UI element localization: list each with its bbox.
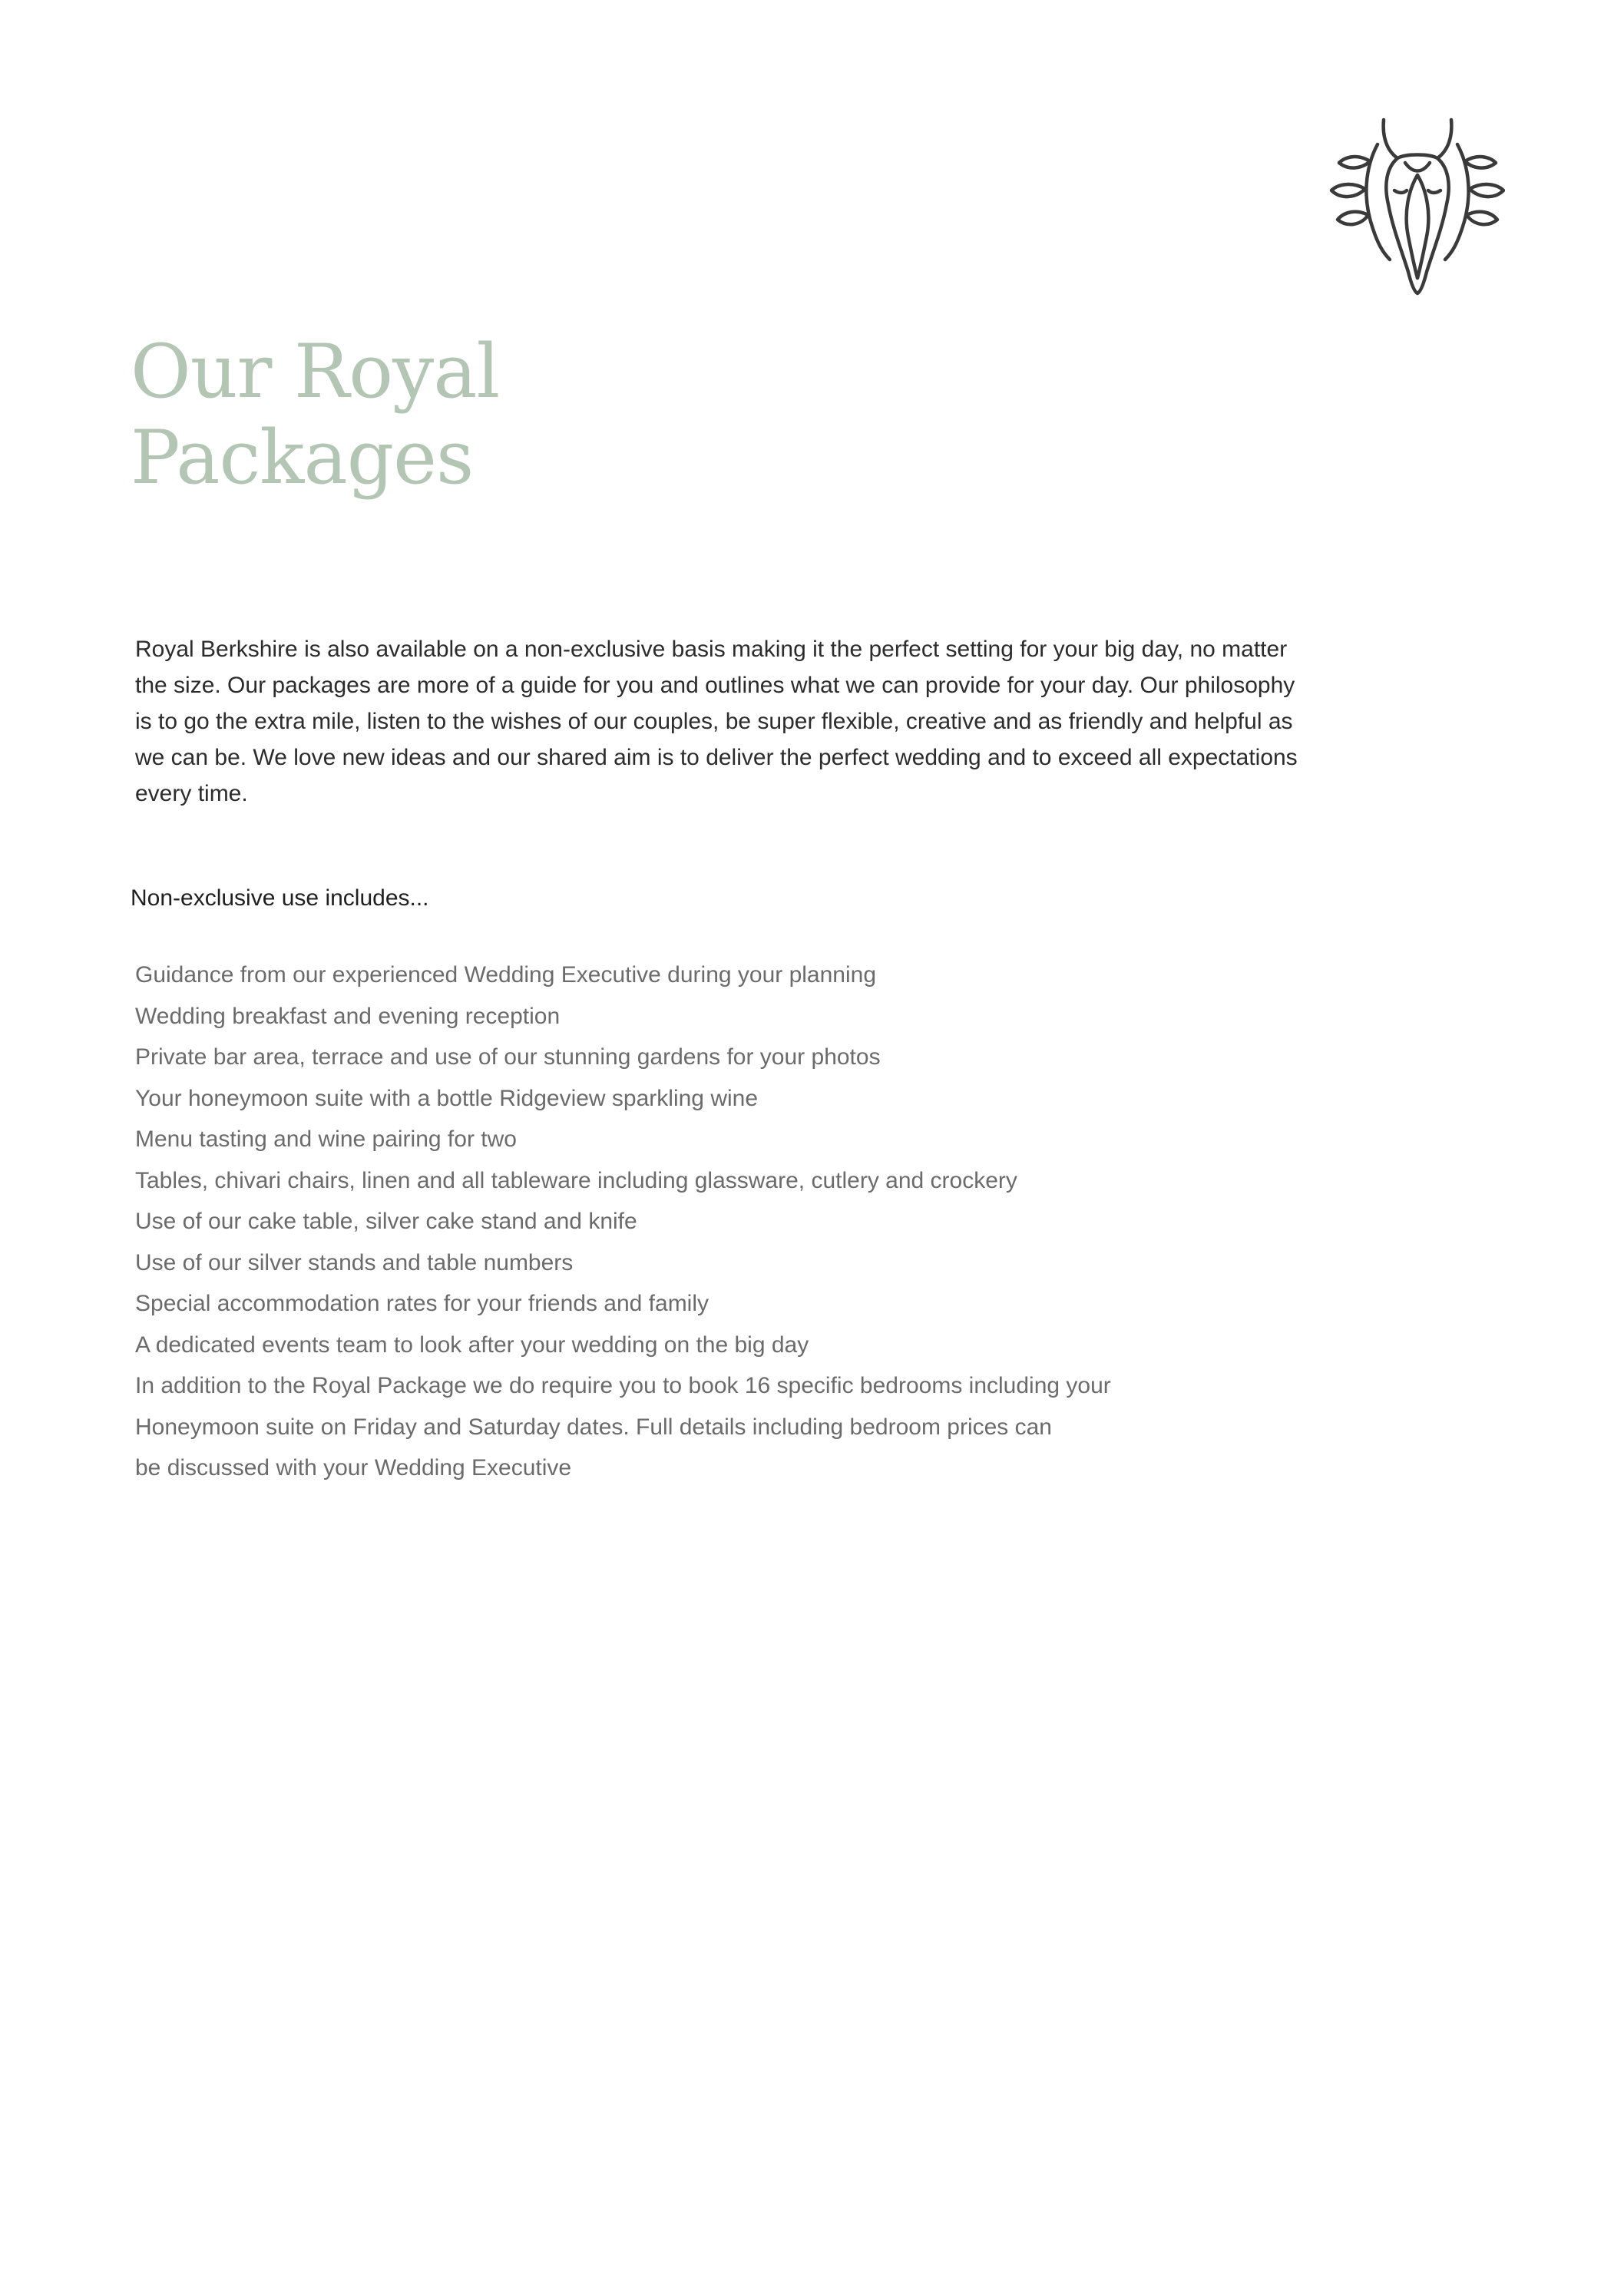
intro-paragraph: Royal Berkshire is also available on a non-exclusive basis making it the perfect setting for your big day, no matter the size. Our packages are more of a guide for you and outlines what we can provide for your day. Our philosophy is to go the extra mile, listen to the wishes of our couples, be super flexible, creative and as friendly and helpful as we can be. We love new ideas and our shared aim is to deliver the perfect wedding and to exceed all expectations every time. (135, 637, 1298, 806)
list-item: Wedding breakfast and evening reception (135, 1003, 561, 1029)
list-item: Tables, chivari chairs, linen and all tableware including glassware, cutlery and crockery (135, 1167, 1017, 1193)
stag-logo-icon (1328, 114, 1505, 298)
list-item: In addition to the Royal Package we do require you to book 16 specific bedrooms including your (135, 1373, 1111, 1398)
page-title-line-2: Packages (131, 415, 474, 501)
page-title (131, 329, 499, 501)
list-item: Use of our silver stands and table numbers (135, 1249, 574, 1275)
list-item: be discussed with your Wedding Executive (135, 1455, 572, 1480)
list-item: Honeymoon suite on Friday and Saturday dates. Full details including bedroom prices can (135, 1414, 1052, 1440)
includes-list (135, 954, 1333, 1489)
list-item: Use of our cake table, silver cake stand and knife (135, 1209, 637, 1234)
list-item: Guidance from our experienced Wedding Executive during your planning (135, 962, 877, 988)
list-item: A dedicated events team to look after your wedding on the big day (135, 1332, 809, 1358)
page-title-line-1: Our Royal (131, 329, 500, 415)
list-item: Menu tasting and wine pairing for two (135, 1126, 517, 1152)
list-item: Private bar area, terrace and use of our stunning gardens for your photos (135, 1044, 881, 1070)
includes-heading: Non-exclusive use includes... (131, 885, 429, 911)
list-item: Special accommodation rates for your friends and family (135, 1291, 709, 1316)
list-item: Your honeymoon suite with a bottle Ridgeview sparkling wine (135, 1085, 759, 1111)
